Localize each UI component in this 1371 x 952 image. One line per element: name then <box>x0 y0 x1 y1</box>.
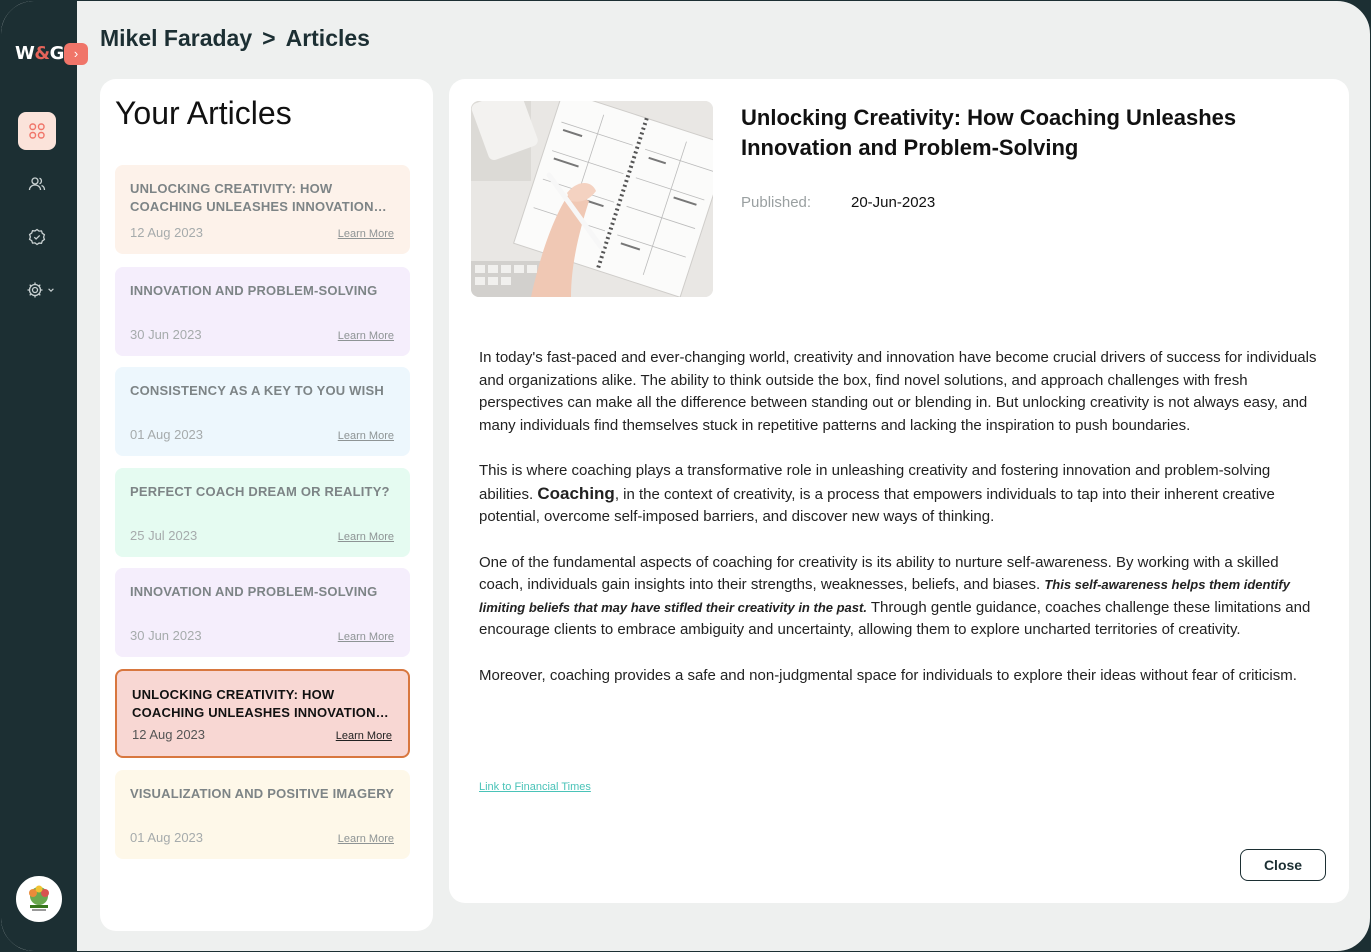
article-card-date: 30 Jun 2023 <box>130 628 202 643</box>
article-card[interactable] <box>115 770 410 859</box>
learn-more-link[interactable]: Learn More <box>337 228 394 240</box>
article-paragraph: In today's fast-paced and ever-changing world, creativity and innovation have become crucial drivers of success for individuals and organizations alike. The ability to think outside the box, find novel solutions, and approach challenges with fresh perspectives can make all the difference between standing out or blending in. But unlocking creativity is not always easy, and many individuals find themselves stuck in repetitive patterns and lacking the inspiration to push boundaries. <box>479 349 1317 434</box>
article-detail <box>449 79 1349 903</box>
panel-title: Your Articles <box>115 95 292 131</box>
article-card-title: VISUALIZATION AND POSITIVE IMAGERY <box>130 786 395 801</box>
learn-more-link[interactable]: Learn More <box>337 430 394 442</box>
article-card-date: 12 Aug 2023 <box>132 727 206 742</box>
article-body <box>479 347 1324 710</box>
article-card[interactable] <box>115 165 410 254</box>
learn-more-link[interactable]: Learn More <box>337 631 394 643</box>
dashboard-icon <box>28 122 46 140</box>
learn-more-link[interactable]: Learn More <box>337 330 394 342</box>
article-card-date: 01 Aug 2023 <box>130 427 204 442</box>
article-paragraph: Moreover, coaching provides a safe and non-judgmental space for individuals to explore their ideas without fear of criticism. <box>479 666 1297 684</box>
users-icon <box>28 175 46 193</box>
sidebar-item-dashboard[interactable] <box>18 112 56 150</box>
articles-panel <box>100 79 433 931</box>
article-card[interactable] <box>115 267 410 356</box>
learn-more-link[interactable]: Learn More <box>335 730 392 742</box>
published-date: 20-Jun-2023 <box>851 194 936 211</box>
article-paragraph: This is where coaching plays a transformative role in unleashing creativity and fostering innovation and problem-solving abilities. Coaching, in the context of creativity, is a process that empowers individuals to tap into their inherent creative potential, overcome self-imposed barriers, and discover new ways of thinking. <box>479 462 1275 525</box>
article-card-date: 25 Jul 2023 <box>130 528 198 543</box>
sidebar-item-users[interactable] <box>18 165 56 203</box>
notebook-image <box>471 101 713 297</box>
settings-icon <box>26 281 44 299</box>
user-avatar[interactable] <box>16 876 62 922</box>
article-card-title: UNLOCKING CREATIVITY: HOW COACHING UNLEASHES INNOVATION <box>132 687 376 720</box>
article-card-title: PERFECT COACH DREAM OR REALITY? <box>130 484 390 499</box>
article-card-date: 12 Aug 2023 <box>130 225 204 240</box>
article-card-date: 01 Aug 2023 <box>130 830 204 845</box>
sidebar-item-verified[interactable] <box>18 218 56 256</box>
close-button[interactable]: Close <box>1240 849 1326 881</box>
article-card[interactable] <box>115 367 410 456</box>
breadcrumb <box>100 25 370 52</box>
breadcrumb-parent[interactable]: Mikel Faraday <box>100 25 253 51</box>
verified-icon <box>28 228 46 246</box>
breadcrumb-current: Articles <box>285 25 370 51</box>
published-label: Published: <box>741 194 812 211</box>
article-card-title: UNLOCKING CREATIVITY: HOW COACHING UNLEASHES INNOVATION <box>130 181 374 214</box>
article-card[interactable] <box>115 468 410 557</box>
sidebar <box>1 1 77 952</box>
article-card-title: CONSISTENCY AS A KEY TO YOU WISH <box>130 383 384 398</box>
avatar-icon <box>18 878 60 920</box>
brand-logo: W&G <box>15 43 64 64</box>
sidebar-item-settings[interactable] <box>18 271 62 309</box>
article-card-title: INNOVATION AND PROBLEM-SOLVING <box>130 283 378 298</box>
article-image <box>471 101 713 297</box>
breadcrumb-separator: > <box>262 25 276 51</box>
article-card-title: INNOVATION AND PROBLEM-SOLVING <box>130 584 378 599</box>
financial-times-link[interactable]: Link to Financial Times <box>479 781 591 793</box>
article-card-date: 30 Jun 2023 <box>130 327 202 342</box>
chevron-down-icon <box>47 286 55 294</box>
learn-more-link[interactable]: Learn More <box>337 833 394 845</box>
learn-more-link[interactable]: Learn More <box>337 531 394 543</box>
article-paragraph: One of the fundamental aspects of coaching for creativity is its ability to nurture self-awareness. By working with a skilled coach, individuals gain insights into their strengths, weaknesses, beliefs, and biases. This self-awareness helps them identify limiting beliefs that may have stifled their creativity in the past. Through gentle guidance, coaches challenge these limitations and encourage clients to embrace ambiguity and uncertainty, allowing them to explore uncharted territories of creativity. <box>479 553 1311 638</box>
article-card[interactable] <box>115 568 410 657</box>
article-card[interactable] <box>115 669 410 758</box>
article-title: Unlocking Creativity: How Coaching Unleashes Innovation and Problem-Solving <box>741 105 1237 160</box>
sidebar-collapse-button[interactable]: › <box>64 43 88 65</box>
